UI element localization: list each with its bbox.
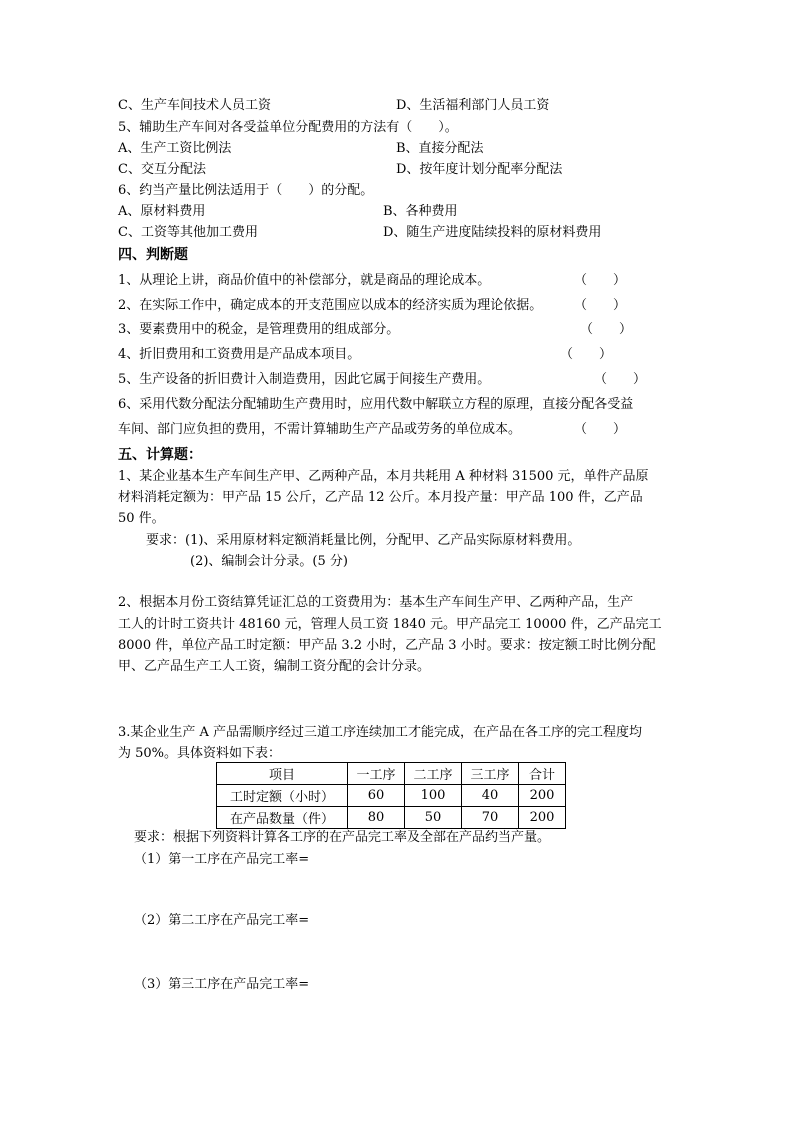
- judge-paren-6: （ ）: [574, 422, 627, 437]
- table-cell: 60: [348, 785, 405, 807]
- problem1-req2: (2)、编制会计分录。(5 分): [190, 554, 348, 569]
- table-cell: 200: [519, 807, 566, 829]
- q6-stem: 6、约当产量比例法适用于（ ）的分配。: [118, 183, 374, 198]
- table-header-cell: 一工序: [348, 763, 405, 785]
- problem1-line1: 1、某企业基本生产车间生产甲、乙两种产品，本月共耗用 A 种材料 31500 元，单件产品原: [118, 469, 649, 484]
- problem2-line4: 甲、乙产品生产工人工资，编制工资分配的会计分录。: [118, 659, 431, 674]
- table-cell: 50: [405, 807, 462, 829]
- problem2-line2: 工人的计时工资共计 48160 元，管理人员工资 1840 元。甲产品完工 10000 件，乙产品完工: [118, 617, 662, 632]
- table-header-cell: 二工序: [405, 763, 462, 785]
- table-header-cell: 三工序: [462, 763, 519, 785]
- judge-item-2: 2、在实际工作中，确定成本的开支范围应以成本的经济实质为理论依据。: [118, 298, 543, 313]
- table-row: [217, 785, 566, 807]
- judge-item-5: 5、生产设备的折旧费计入制造费用，因此它属于间接生产费用。: [118, 372, 491, 387]
- judge-paren-5: （ ）: [594, 372, 647, 387]
- judge-paren-1: （ ）: [574, 273, 627, 288]
- q5-option-d: D、按年度计划分配率分配法: [396, 162, 563, 177]
- q6-option-c: C、工资等其他加工费用: [118, 225, 258, 240]
- q6-option-d: D、随生产进度陆续投料的原材料费用: [383, 225, 602, 240]
- q5-option-a: A、生产工资比例法: [118, 141, 232, 156]
- judge-item-6-line2: 车间、部门应负担的费用，不需计算辅助生产产品或劳务的单位成本。: [118, 422, 522, 437]
- judge-paren-4: （ ）: [560, 347, 613, 362]
- q4-option-d: D、生活福利部门人员工资: [396, 98, 550, 113]
- q5-option-c: C、交互分配法: [118, 162, 206, 177]
- q6-option-a: A、原材料费用: [118, 204, 206, 219]
- problem3-requirement: 要求：根据下列资料计算各工序的在产品完工率及全部在产品约当产量。: [134, 830, 551, 845]
- problem3-line2: 为 50%。具体资料如下表：: [118, 746, 282, 761]
- table-header-cell: 合计: [519, 763, 566, 785]
- problem2-line3: 8000 件，单位产品工时定额：甲产品 3.2 小时，乙产品 3 小时。要求：按定额工时比例分配: [118, 638, 656, 653]
- section5-title: 五、计算题：: [118, 447, 202, 463]
- problem3-line1: 3.某企业生产 A 产品需顺序经过三道工序连续加工才能完成，在产品在各工序的完工程度均: [118, 725, 643, 740]
- section4-title: 四、判断题: [118, 247, 188, 263]
- judge-item-1: 1、从理论上讲，商品价值中的补偿部分，就是商品的理论成本。: [118, 273, 491, 288]
- table-cell: 40: [462, 785, 519, 807]
- table-cell: 100: [405, 785, 462, 807]
- judge-item-3: 3、要素费用中的税金，是管理费用的组成部分。: [118, 322, 400, 337]
- answer-line-1: （1）第一工序在产品完工率=: [134, 852, 310, 867]
- problem1-line2: 材料消耗定额为：甲产品 15 公斤，乙产品 12 公斤。本月投产量：甲产品 100 件，乙产品: [118, 490, 643, 505]
- table-cell: 200: [519, 785, 566, 807]
- table-cell: 在产品数量（件）: [217, 807, 348, 829]
- q5-option-b: B、直接分配法: [396, 141, 484, 156]
- judge-paren-2: （ ）: [574, 298, 627, 313]
- judge-paren-3: （ ）: [580, 322, 633, 337]
- table-cell: 70: [462, 807, 519, 829]
- problem2-line1: 2、根据本月份工资结算凭证汇总的工资费用为：基本生产车间生产甲、乙两种产品，生产: [118, 595, 634, 610]
- table-header-row: [217, 763, 566, 785]
- answer-line-2: （2）第二工序在产品完工率=: [134, 913, 310, 928]
- judge-item-6-line1: 6、采用代数分配法分配辅助生产费用时，应用代数中解联立方程的原理，直接分配各受益: [118, 397, 634, 412]
- answer-line-3: （3）第三工序在产品完工率=: [134, 977, 310, 992]
- table-cell: 工时定额（小时）: [217, 785, 348, 807]
- problem1-line3: 50 件。: [118, 511, 165, 526]
- judge-item-4: 4、折旧费用和工资费用是产品成本项目。: [118, 347, 361, 362]
- problem1-req1: 要求：(1)、采用原材料定额消耗量比例，分配甲、乙产品实际原材料费用。: [146, 533, 581, 548]
- table-cell: 80: [348, 807, 405, 829]
- table-header-cell: 项目: [217, 763, 348, 785]
- q6-option-b: B、各种费用: [383, 204, 458, 219]
- q5-stem: 5、辅助生产车间对各受益单位分配费用的方法有（ ）。: [118, 120, 458, 135]
- q4-option-c: C、生产车间技术人员工资: [118, 98, 271, 113]
- process-data-table: [216, 762, 566, 829]
- table-row: [217, 807, 566, 829]
